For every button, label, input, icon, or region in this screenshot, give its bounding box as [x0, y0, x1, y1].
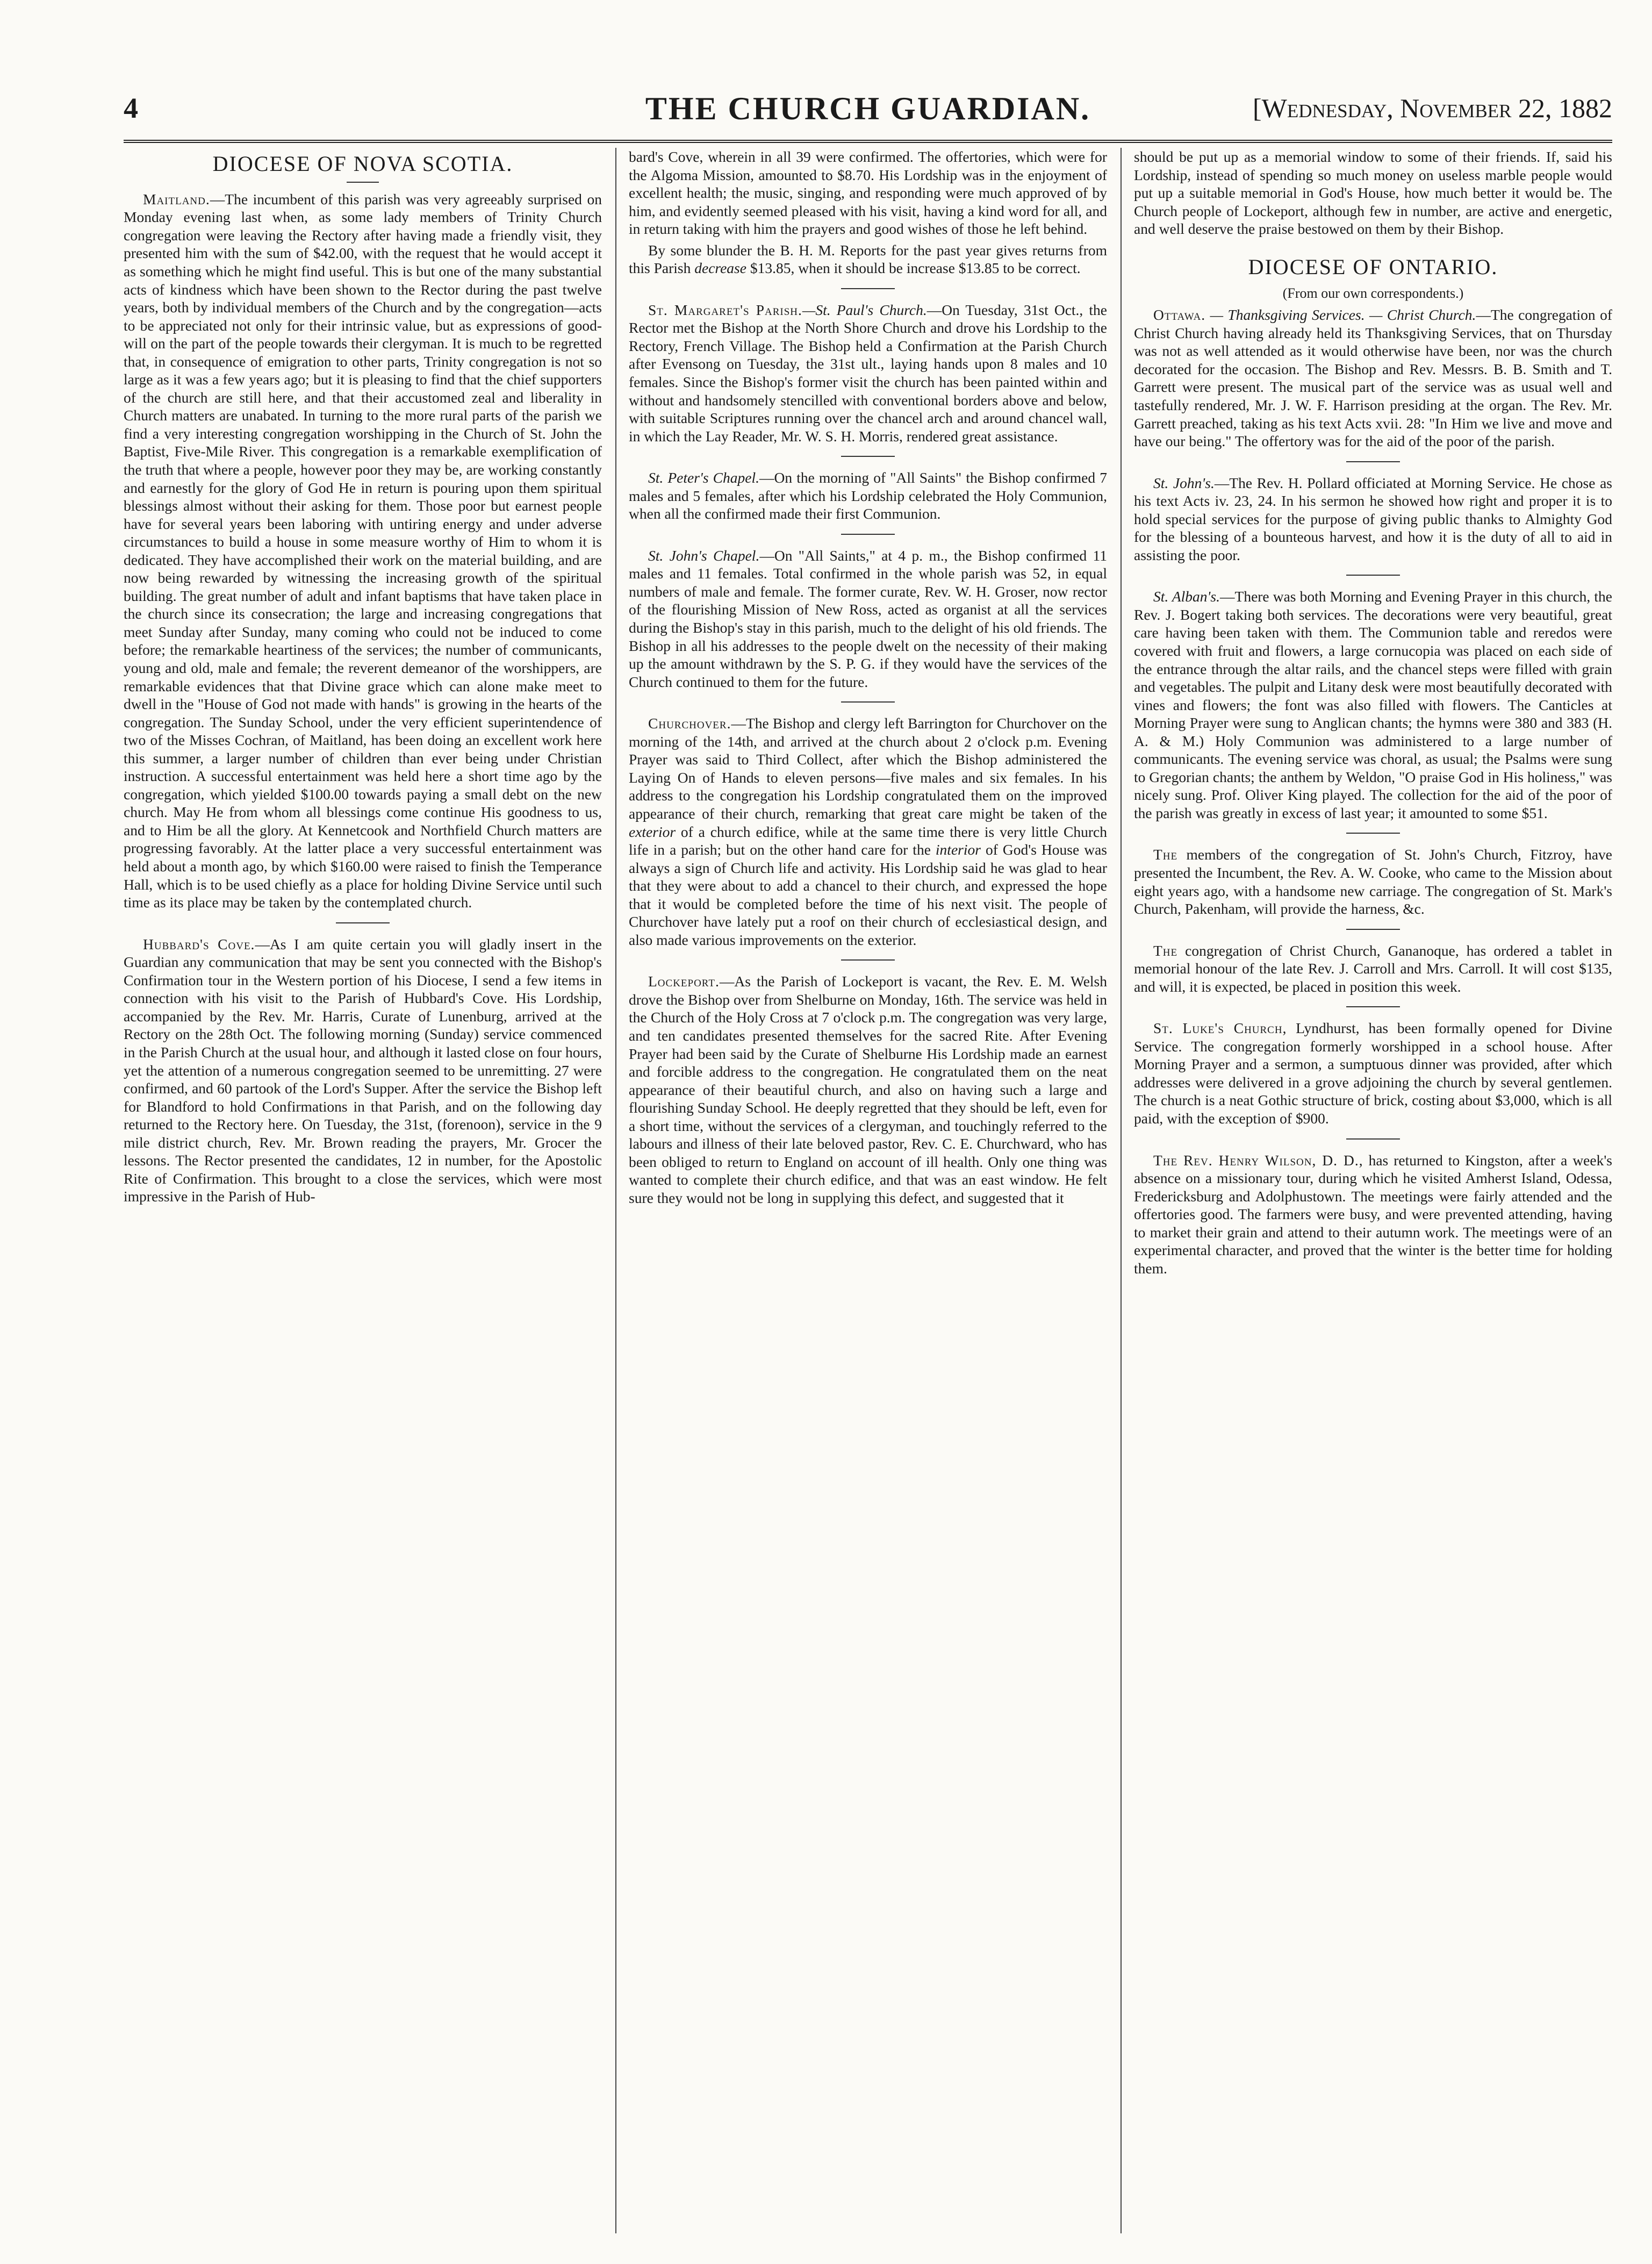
article-body: —There was both Morning and Evening Prayer in this church, the Rev. J. Bogert taking both services. The decorations were very beautiful, great care having been taken with them. The Communion table and reredos were covered with fruit and flowers, a large cornucopia was placed on each side of the entrance through the altar rails, and the chancel steps were filled with grain and vegetables. The pulpit and Litany desk were most beautifully decorated with vines and flowers; the font was also filled with flowers. The Canticles at Morning Prayer were sung to Anglican chants; the hymns were 380 and 383 (H. A. & M.) Holy Communion was administered to a large number of communicants. The evening service was choral, as usual; the Psalms were sung to Gregorian chants; the anthem by Weldon, "O praise God in His holiness," was nicely sung. Prof. Oliver King played. The collection for the aid of the poor of the parish was greatly in excess of last year; it amounted to some $51.	[1134, 588, 1612, 821]
article-st-johns-chapel	[629, 547, 1107, 691]
article-body: —As the Parish of Lockeport is vacant, the Rev. E. M. Welsh drove the Bishop over from Shelburne on Monday, 16th. The service was held in the Church of the Holy Cross at 7 o'clock p.m. The congregation was very large, and ten candidates presented themselves for the sacred Rite. After Evening Prayer had been said by the Curate of Shelburne His Lordship made an earnest and forcible address to the congregation. He congratulated them on the neat appearance of their beautiful church, and also on having such a large and flourishing Sunday School. He deeply regretted that they should be left, even for a short time, without the services of a clergyman, and touchingly referred to the labours and illness of their late beloved pastor, Rev. C. E. Churchward, who has been obliged to return to England on account of ill health. Only one thing was wanted to complete their church edifice, and that was an east window. He felt sure they would not be long in supplying this defect, and suggested that it	[629, 973, 1107, 1206]
article-st-albans	[1134, 588, 1612, 822]
article-lead: Ottawa.	[1153, 306, 1206, 324]
article-ottawa	[1134, 306, 1612, 450]
page-number: 4	[124, 92, 138, 124]
article-body: congregation of Christ Church, Gananoque, has ordered a tablet in memorial honour of the late Rev. J. Carroll and Mrs. Carroll. It will cost $135, and will, it is expected, be placed in position this week.	[1134, 942, 1612, 995]
article-hubbards-cove-cont: bard's Cove, wherein in all 39 were confirmed. The offertories, which were for the Algoma Mission, amounted to $8.70. His Lordship was in the enjoyment of excellent health; the music, singing, and responding were much approved of by him, and evidently seemed pleased with his visit, having a kind word for all, and in return taking with him the prayers and good wishes of those he left behind.	[629, 148, 1107, 238]
article-maitland	[124, 190, 602, 912]
issue-date: [Wednesday, November 22, 1882	[1253, 93, 1612, 123]
article-lead: The	[1153, 846, 1178, 863]
article-body: of a church edifice, while at the same time there is very little Church life in a parish; but on the other hand care for the	[629, 823, 1107, 858]
article-body: Lyndhurst, has been formally opened for Divine Service. The congregation formerly worshipped in a school house. After Morning Prayer and a sermon, a sumptuous dinner was provided, after which addresses were delivered in a grove adjoining the church by several gentlemen. The church is a neat Gothic structure of brick, costing about $3,000, which is all paid, with the exception of $900.	[1134, 1020, 1612, 1127]
columns	[124, 148, 1612, 2233]
article-body: —The incumbent of this parish was very agreeably surprised on Monday evening last when, as some lady members of Trinity Church congregation were leaving the Rectory after having made a friendly visit, they presented him with the sum of $42.00, with the request that he would accept it as something which he might find useful. This is but one of the many substantial acts of kindness which have been shown to the Rector during the past twelve years, both by individual members of the Church and by the congregation—acts to be appreciated not only for their intrinsic value, but as expressions of good-will on the part of the people towards their clergyman. It is much to be regretted that, in consequence of emigration to other parts, Trinity congregation is not so large as it was a few years ago; but it is pleasing to find that the chief supporters of the church are still here, and that their accustomed zeal and liberality in Church matters are unabated. In turning to the more rural parts of the parish we find a very interesting congregation worshipping in the Church of St. John the Baptist, Five-Mile River. This congregation is a remarkable exemplification of the truth that where a people, however poor they may be, are working constantly and earnestly for the glory of God He in return is pouring upon them spiritual blessings almost without their asking for them. Those poor but earnest people have for several years been laboring with untiring energy and under adverse circumstances to build a house in some measure worthy of Him to whom it is dedicated. They have accomplished their work on the material building, and are now being rewarded by witnessing the increasing growth of the spiritual building. The great number of adult and infant baptisms that have taken place in the church since its consecration; the large and increasing congregations that meet Sunday after Sunday, many coming who could not be induced to come before; the remarkable heartiness of the services; the number of communicants, young and old, male and female; the reverent demeanor of the worshippers, are remarkable evidences that that Divine grace which can alone make meet to dwell in the "House of God not made with hands" is growing in the hearts of the congregation. The Sunday School, under the very efficient superintendence of two of the Misses Cochran, of Maitland, has been doing an excellent work here this summer, a larger number of children than ever being under Christian instruction. A successful entertainment was held here a short time ago by the congregation, which yielded $100.00 towards paying a small debt on the new church. May He from whom all blessings come continue His goodness to us, and to Him be all the glory. At Kennetcook and Northfield Church matters are progressing favorably. At the latter place a very successful entertainment was held about a month ago, by which $160.00 were raised to finish the Temperance Hall, which is to be used chiefly as a place for holding Divine Service until such time as its place may be taken by the contemplated church.	[124, 190, 602, 911]
separator	[347, 182, 379, 183]
article-henry-wilson	[1134, 1151, 1612, 1278]
column-divider	[615, 148, 616, 2233]
section-heading-ontario: DIOCESE OF ONTARIO.	[1248, 254, 1498, 279]
separator	[1346, 1006, 1400, 1007]
article-lead: St. Margaret's Parish.	[648, 301, 802, 318]
emphasis: interior	[935, 841, 981, 858]
separator	[1346, 461, 1400, 462]
article-lead: St. John's Chapel.	[648, 547, 760, 564]
article-st-peters	[629, 469, 1107, 523]
article-body: —As I am quite certain you will gladly insert in the Guardian any communication that may be sent you connected with the Bishop's Confirmation tour in the Western portion of his Diocese, I send a few items in connection with his visit to the Parish of Hubbard's Cove. His Lordship, accompanied by the Rev. Mr. Harris, Curate of Lunenburg, arrived at the Rectory on the 28th Oct. The following morning (Sunday) service commenced in the Parish Church at the usual hour, and although it lasted close on four hours, yet the attention of a numerous congregation seemed to be unremitting. 27 were confirmed, and 60 partook of the Lord's Supper. After the service the Bishop left for Blandford to hold Confirmations in that Parish, and on the following day returned to the Rectory here. On Tuesday, the 31st, (forenoon), service in the 9 mile district church, Rev. Mr. Brown reading the prayers, Mr. Grocer the lessons. The Rector presented the candidates, 12 in number, for the Apostolic Rite of Confirmation. This brought to a close the services, which were most impressive in the Parish of Hub-	[124, 935, 602, 1205]
separator	[841, 534, 895, 535]
article-hubbards-cove	[124, 935, 602, 1206]
article-lead: St. Alban's.	[1153, 588, 1220, 605]
article-st-johns	[1134, 474, 1612, 564]
article-body: —On the morning of "All Saints" the Bishop confirmed 7 males and 5 females, after which his Lordship celebrated the Holy Communion, when all the confirmed made their first Communion.	[629, 469, 1107, 522]
article-churchover	[629, 714, 1107, 949]
article-body: has returned to Kingston, after a week's absence on a missionary tour, during which he visited Amherst Island, Odessa, Fredericksburg and Adolphustown. The meetings were fairly attended and the offertories good. The farmers were busy, and were prevented attending, having to market their grain and attend to their autumn work. The meetings were of an experimental character, and proved that the winter is the better time for holding them.	[1134, 1151, 1612, 1277]
newspaper-title: THE CHURCH GUARDIAN.	[645, 91, 1091, 126]
masthead	[124, 81, 1612, 143]
article-lockeport-cont: should be put up as a memorial window to some of their friends. If, said his Lordship, instead of spending so much money on useless marble people would put up a suitable memorial in God's House, how much better it would be. The Church people of Lockeport, although few in number, are active and energetic, and well deserve the praise bestowed on them by their Bishop.	[1134, 148, 1612, 238]
article-sublead: — Thanksgiving Services. — Christ Church.	[1205, 306, 1476, 324]
article-lead: St. John's.	[1153, 474, 1215, 491]
article-body: —The congregation of Christ Church having already held its Thanksgiving Services, that on Thursday was not as well attended as it would otherwise have been, nor was the church decorated for the occasion. The Bishop and Rev. Messrs. B. B. Smith and T. Garrett were present. The musical part of the service was as usual well and tastefully rendered, Mr. J. W. F. Harrison presiding at the organ. The Rev. Mr. Garrett preached, taking as his text Acts xvii. 28: "In Him we live and move and have our being." The offertory was for the aid of the poor of the parish.	[1134, 306, 1612, 450]
article-lead: St. Peter's Chapel.	[648, 469, 759, 486]
emphasis: exterior	[629, 823, 676, 840]
article-body: By some blunder the B. H. M. Reports for the past year gives returns from this Parish	[629, 241, 1107, 277]
column-3	[1134, 148, 1612, 2233]
article-lead: The	[1153, 942, 1178, 959]
article-fitzroy	[1134, 846, 1612, 918]
section-heading-nova-scotia: DIOCESE OF NOVA SCOTIA.	[212, 152, 513, 176]
article-body: —The Bishop and clergy left Barrington for Churchover on the morning of the 14th, and arrived at the church about 2 o'clock p.m. Evening Prayer was said to Third Collect, after which the Bishop administered the Laying On of Hands to eleven persons—five males and six females. In his address to the congregation his Lordship congratulated them on the improved appearance of their church, remarking that great care might be taken of the	[629, 715, 1107, 822]
article-lead: Hubbard's Cove.	[143, 935, 255, 952]
article-body: —On Tuesday, 31st Oct., the Rector met the Bishop at the North Shore Church and drove his Lordship to the Rectory, French Village. The Bishop held a Confirmation at the Parish Church after Evensong on Tuesday, the 31st ult., laying hands upon 8 males and 10 females. Since the Bishop's former visit the church has been painted within and without and handsomely stencilled with conventional borders above and below, with suitable Scriptures running over the chancel arch and around chancel wall, in which the Lay Reader, Mr. W. S. H. Morris, rendered great assistance.	[629, 301, 1107, 445]
column-divider	[1121, 148, 1122, 2233]
article-lockeport	[629, 972, 1107, 1207]
article-blunder	[629, 241, 1107, 277]
separator	[1346, 1138, 1400, 1140]
separator	[1346, 575, 1400, 576]
article-body: members of the congregation of St. John's Church, Fitzroy, have presented the Incumbent, the Rev. A. W. Cooke, who came to the Mission about eight years ago, with a handsome new carriage. The congregation of St. Mark's Church, Pakenham, will provide the harness, &c.	[1134, 846, 1612, 918]
article-st-lukes	[1134, 1019, 1612, 1127]
article-sublead: —St. Paul's Church.	[802, 301, 927, 318]
separator	[336, 922, 390, 923]
article-body: —The Rev. H. Pollard officiated at Morning Service. He chose as his text Acts iv. 23, 24. In his sermon he showed how right and proper it is to hold special services for the purpose of giving public thanks to Almighty God for the blessing of a bounteous harvest, and how it is the duty of all to aid in assisting the poor.	[1134, 474, 1612, 563]
article-lead: Churchover.	[648, 715, 731, 732]
article-st-margarets	[629, 301, 1107, 445]
column-2	[629, 148, 1107, 2233]
article-body: —On "All Saints," at 4 p. m., the Bishop confirmed 11 males and 11 females. Total confirmed in the whole parish was 52, in equal numbers of male and female. The former curate, Rev. W. H. Groser, now rector of the flourishing Mission of New Ross, acted as organist at all the services during the Bishop's stay in this parish, much to the delight of his old friends. The Bishop in all his addresses to the people dwelt on the necessity of their making up the amount withdrawn by the S. P. G. if they would have the services of the Church continued to them for the future.	[629, 547, 1107, 690]
article-lead: Maitland.	[143, 190, 210, 207]
separator	[1346, 833, 1400, 834]
section-subheading: (From our own correspondents.)	[1282, 285, 1464, 301]
article-lead: St. Luke's Church,	[1153, 1020, 1287, 1037]
article-body: of God's House was always a sign of Church life and activity. His Lordship said he was glad to hear that they were about to add a chancel to their church, and expressed the hope that it would be completed before the time of his next visit. The people of Churchover have lately put a roof on their church of ecclesiastical design, and also made various improvements on the exterior.	[629, 841, 1107, 948]
article-body: $13.85, when it should be increase $13.85 to be correct.	[746, 260, 1081, 277]
separator	[841, 701, 895, 703]
separator	[841, 456, 895, 457]
emphasis: decrease	[694, 260, 746, 277]
separator	[841, 959, 895, 961]
column-1	[124, 148, 602, 2233]
article-lead: Lockeport.	[648, 973, 720, 990]
article-gananoque	[1134, 942, 1612, 996]
separator	[841, 288, 895, 289]
article-lead: The Rev. Henry Wilson, D. D.,	[1153, 1151, 1363, 1169]
separator	[1346, 929, 1400, 930]
